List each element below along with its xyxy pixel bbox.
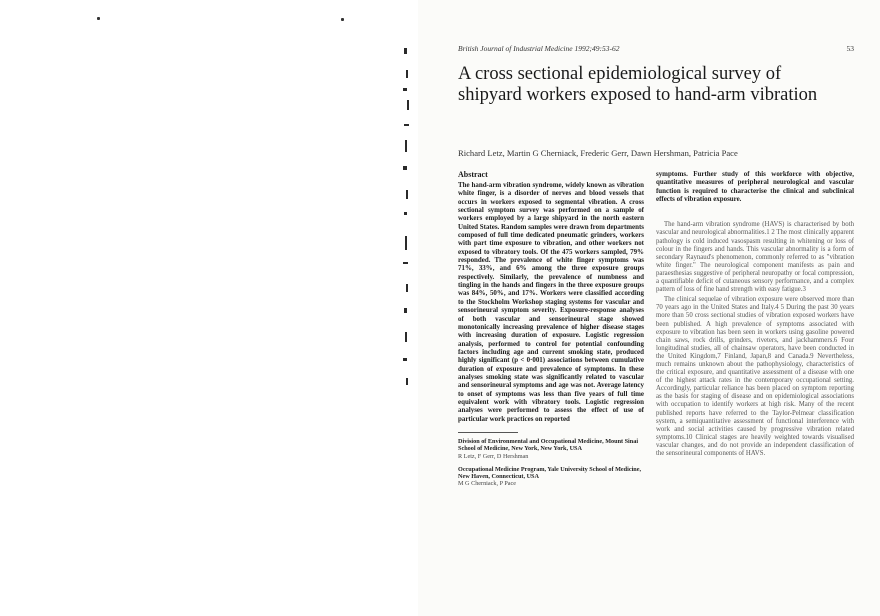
running-header: [458, 44, 854, 56]
spine-mark: [404, 48, 407, 54]
spine-mark: [403, 358, 407, 361]
body-paragraph: The hand-arm vibration syndrome (HAVS) is characterised by both vascular and neurological abnormalities.1 2 The most clinically apparent pathology is cold induced vasospasm resulting in whitening or loss of colour in the fingers and hands. This vascular abnormality is a form of secondary Raynaud's phenomenon, commonly referred to as "vibration white finger." The neurological component manifests as pain and paraesthesias suggestive of peripheral neuropathy or focal compression, a quantifiable deficit of cutaneous sensory performance, and a complex pattern of loss of fine hand strength with easy fatigue.3: [656, 221, 854, 294]
body-paragraph: The clinical sequelae of vibration exposure were observed more than 70 years ago in the United States and Italy.4 5 During the past 30 years more than 50 cross sectional studies of vibration exposed workers have been published. A high prevalence of symptoms associated with exposure to vibration has been seen in workers using gasoline powered chain saws, rock drills, grinders, riveters, and jackhammers.6 Four longitudinal studies, all of chainsaw operators, have been conducted in the United Kingdom,7 Finland, Japan,8 and Canada.9 Nevertheless, much remains unknown about the pathophysiology, characteristics of the critical exposure, and quantitative assessment of a disease with one of the highest attack rates in the contemporary occupational setting. Accordingly, particular reliance has been placed on symptom reporting as the basis for staging of disease and on epidemiological associations with occupation to identify workers at high risk. Many of the recent published reports have referred to the Taylor-Pelmear classification system, a semiquantitative assessment of functional interference with work and social activities caused by progressive vibration related symptoms.10 Clinical stages are heavily weighted towards visualised vascular changes, and do not provide an independent classification of the sensorineural components of HAVS.: [656, 296, 854, 457]
spine-mark: [403, 88, 407, 91]
spine-mark: [406, 378, 408, 385]
left-column: [458, 170, 644, 580]
affiliation-2-dept: Occupational Medicine Program, Yale University School of Medicine, New Haven, Connecticut, USA: [458, 465, 642, 481]
abstract-heading: Abstract: [458, 170, 488, 179]
right-column: [656, 170, 854, 590]
book-spine-margin: [402, 40, 418, 588]
spine-mark: [405, 140, 407, 152]
affiliation-1-dept: Division of Environmental and Occupational Medicine, Mount Sinai School of Medicine, New York, New York, USA: [458, 437, 639, 453]
affiliation-1: [458, 438, 644, 460]
journal-citation: British Journal of Industrial Medicine 1992;49:53-62: [458, 44, 620, 53]
facing-page-blank: [0, 0, 392, 616]
article-title: A cross sectional epidemiological survey of shipyard workers exposed to hand-arm vibration: [458, 64, 818, 105]
spine-mark: [404, 212, 407, 215]
scan-speck: [341, 18, 344, 21]
spine-mark: [406, 70, 408, 78]
author-list: Richard Letz, Martin G Cherniack, Frederic Gerr, Dawn Hershman, Patricia Pace: [458, 148, 738, 158]
spine-mark: [403, 262, 408, 264]
scan-speck: [97, 17, 100, 20]
spine-mark: [406, 190, 408, 199]
spine-mark: [405, 332, 407, 342]
spine-mark: [403, 166, 407, 170]
spine-mark: [404, 308, 407, 313]
affiliation-divider: [458, 432, 518, 433]
affiliation-2-people: M G Cherniack, P Pace: [458, 480, 517, 488]
spine-mark: [407, 100, 409, 110]
spine-mark: [404, 124, 409, 126]
affiliation-2: [458, 466, 644, 488]
abstract-text: The hand-arm vibration syndrome, widely known as vibration white finger, is a disorder of nerves and blood vessels that occurs in workers exposed to segmental vibration. A cross sectional symptom survey was performed on a sample of workers employed by a large shipyard in the north eastern United States. Random samples were drawn from departments composed of full time dedicated pneumatic grinders, workers with part time exposure to vibration, and other workers not exposed to vibratory tools. Of the 475 workers sampled, 79% responded. The prevalence of white finger symptoms was 71%, 33%, and 6% among the three exposure groups respectively. Similarly, the prevalence of numbness and tingling in the hands and fingers in the three exposure groups was 84%, 50%, and 17%. Workers were classified according to the Stockholm Workshop staging systems for vascular and sensorineural symptom severity. Exposure-response analyses of both vascular and sensorineural stage showed monotonically increasing prevalence of higher disease stages with increasing duration of exposure. Logistic regression analysis, performed to control for potential confounding factors including age and current smoking state, produced highly significant (p < 0·001) associations between cumulative duration of exposure and prevalence of symptoms. In these analyses smoking state was significantly related to vascular and sensorineural symptoms and age was not. Average latency to onset of symptoms was less than five years of full time equivalent work with vibratory tools. Logistic regression analyses were performed to assess the effect of use of particular work practices on reported: [458, 181, 644, 423]
spine-mark: [405, 236, 407, 250]
page-number: 53: [846, 44, 854, 53]
affiliation-1-people: R Letz, F Gerr, D Hershman: [458, 452, 529, 460]
abstract-continuation: symptoms. Further study of this workforce with objective, quantitative measures of peripheral neurological and vascular function is required to characterise the clinical and subclinical effects of vibration exposure.: [656, 170, 854, 204]
spine-mark: [406, 284, 408, 292]
